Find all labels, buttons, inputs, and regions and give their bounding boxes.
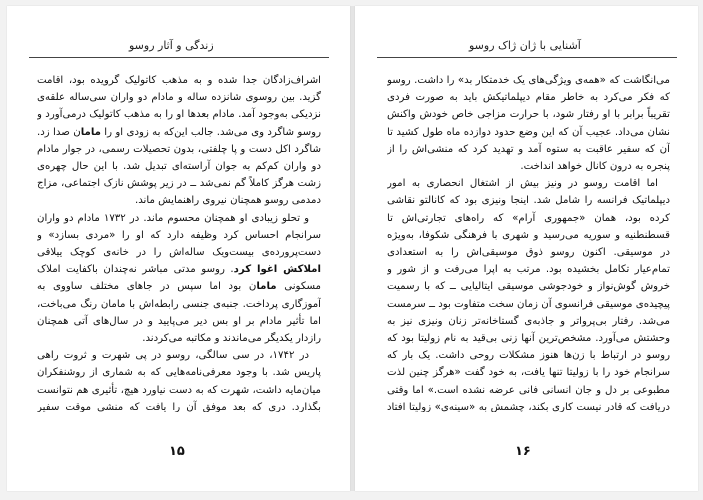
paragraph	[387, 72, 670, 175]
paragraph-text: و تحلو زیبادی او همچنان محسوم ماند. در ۱۷۳۲ مادام دو واران سرانجام احساس کرد وظیفه دارد که او را «مردی بسازد» و دست‌پرورده‌ی بیست‌ویک ساله‌اش را در خانه‌ی کوچک ییلاقی	[37, 212, 321, 259]
running-head: زندگی و آثار روسو	[129, 39, 214, 52]
bold-text: املاکش اغوا کرد	[233, 264, 321, 276]
page-number: ۱۶	[515, 444, 531, 459]
running-head: آشنایی با ژان ژاک روسو	[469, 39, 581, 52]
page-body	[387, 72, 670, 412]
paragraph-text: اما اقامت روسو در ونیز بیش از اشتغال انحصاری به امور دیپلماتیک فرانسه را شامل شد. اینجا ونیزی بود که کانالتو نقاشی کرده بود، همان «جمهوری آرام» که راه‌های تجارتی‌اش تا قسطنطنیه و سوریه می‌رسید و شهری با فرهنگی شکوفا، به‌ویژه در موسیقی. اکنون روسو ذوق موسیقی‌اش را به استعدادی تمام‌عیار تکامل بخشیده بود. مرتب به اپرا می‌رفت و از شور و خروش گوش‌نواز و خودجوشی موسیقی ایتالیایی ــ که با رسمیت پیچیده‌ی موسیقی فرانسوی آن زمان سخت متفاوت بود ــ سرمست می‌شد. رفتار بی‌پروا‌تر و جاذبه‌ی گستاخانه‌تر زنان ونیزی نیز به وحشتش می‌آورد. مشخص‌ترین آنها زنی بی‌قید به نام زولیتا بود که روسو در ارتباط با زن‌ها هنوز مشکلات روحی داشت. یک بار که سرانجام خود را با زولیتا تنها یافت، به خود گفت «هرگز چنین لذت مطبوعی بر دل و جان انسانی فانی عرضه نشده است.» اما وقتی دریافت که قادر نیست کاری بکند، چشمش به «سینه‌ی» زولیتا افتاد	[387, 178, 670, 412]
bold-text: ماما	[256, 281, 277, 293]
header-rule	[29, 57, 329, 58]
paragraph-text: می‌انگاشت که «همه‌ی ویژگی‌های یک خدمتکار بد» را داشت. روسو که فکر می‌کرد به خاطر مقام دیپلماتیکش باید به صورت فردی تقریباً برابر با او رفتار شود، با حرارت مزاجی خاص خودش واکنش نشان می‌داد. عجیب آن که این وضع حدود دوازده ماه طول کشید تا آن که سفیر عاقبت به ستوه آمد و تهدید کرد که منشی‌اش را از پنجره به درون کانال خواهد انداخت.	[387, 75, 670, 173]
page-body	[37, 72, 321, 412]
paragraph-text: ن صدا زد. شاگرد اکل دست و پا چلفتی، بدون تحصیلات رسمی، در جوار مادام دو واران کم‌کم به جوان آراسته‌ای تبدیل شد. با این حال چهره‌ی زشت هرگز کاملاً گم نمی‌شد ــ در زیر پوشش نازک اجتماعی، مزاج دمدمی روسو همچنان نیروی راهنمایش ماند.	[37, 126, 321, 207]
paragraph-text: ن بود اما سپس در جاهای مختلف ساووی به آموزگاری پرداخت. جنبه‌ی جنسی رابطه‌اش با ماما‌ن رنگ می‌باخت، اما تأثیر مادام بر او بس دیر می‌پایید و در سال‌های آتی همچنان رازدار یکدیگر می‌ماندند و مکاتبه می‌کردند.	[37, 281, 321, 345]
bold-text: ماما	[80, 126, 101, 138]
right-page	[355, 6, 698, 491]
paragraph-text: اشراف‌زادگان جدا شده و به مذهب کاتولیک گرویده بود، اقامت گزید. بین روسوی شانزده ساله و مادام دو واران سی‌ساله علقه‌ی نزدیکی به‌وجود آمد. مادام بعدها او را به مذهب کاتولیک درمی‌آورد و روسو شاگرد وی می‌شد. جالب این‌که به زودی او را	[37, 75, 321, 138]
paragraph	[37, 347, 321, 412]
paragraph	[387, 175, 670, 412]
page-number: ۱۵	[169, 444, 185, 459]
left-page	[7, 6, 350, 491]
paragraph-text: . روسو مدتی مباشر نه‌چندان باکفایت املاک مسکونی	[37, 264, 321, 293]
paragraph-text: در ۱۷۴۲، در سی سالگی، روسو در پی شهرت و ثروت راهی پاریس شد. با وجود معرفی‌نامه‌هایی که به شماری از روشنفکران میان‌مایه داشت، شهرت که به دست نیاورد هیچ، تأثیری هم نتوانست بگذارد. دری که بعد موفق آن را یافت که منشی موقت سفیر	[37, 350, 321, 412]
paragraph	[37, 210, 321, 348]
paragraph	[37, 72, 321, 210]
header-rule	[377, 57, 677, 58]
